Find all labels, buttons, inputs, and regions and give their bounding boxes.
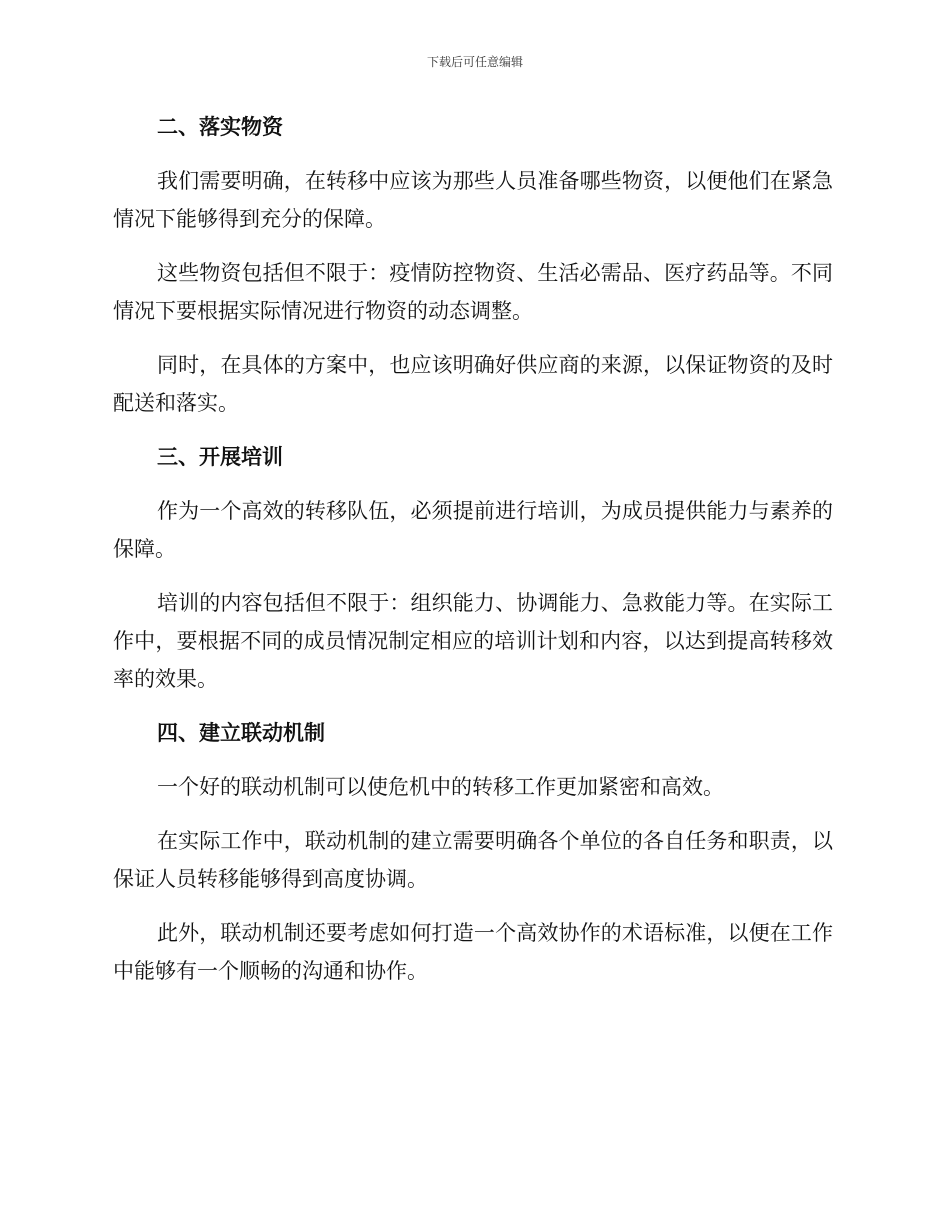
section-heading: 四、建立联动机制 xyxy=(157,720,325,745)
document-body xyxy=(113,108,833,1006)
paragraph: 培训的内容包括但不限于：组织能力、协调能力、急救能力等。在实际工作中，要根据不同的成员情况制定相应的培训计划和内容，以达到提高转移效率的效果。 xyxy=(113,591,833,691)
paragraph: 此外，联动机制还要考虑如何打造一个高效协作的术语标准，以便在工作中能够有一个顺畅的沟通和协作。 xyxy=(113,921,833,983)
paragraph: 这些物资包括但不限于：疫情防控物资、生活必需品、医疗药品等。不同情况下要根据实际情况进行物资的动态调整。 xyxy=(113,261,833,323)
paragraph: 我们需要明确，在转移中应该为那些人员准备哪些物资，以便他们在紧急情况下能够得到充分的保障。 xyxy=(113,169,833,231)
section-heading: 三、开展培训 xyxy=(157,444,283,469)
paragraph: 同时，在具体的方案中，也应该明确好供应商的来源，以保证物资的及时配送和落实。 xyxy=(113,353,833,415)
paragraph: 作为一个高效的转移队伍，必须提前进行培训，为成员提供能力与素养的保障。 xyxy=(113,499,833,561)
page-header: 下载后可任意编辑 xyxy=(426,55,523,69)
paragraph: 在实际工作中，联动机制的建立需要明确各个单位的各自任务和职责，以保证人员转移能够得到高度协调。 xyxy=(113,829,833,891)
section-heading: 二、落实物资 xyxy=(157,114,283,139)
paragraph: 一个好的联动机制可以使危机中的转移工作更加紧密和高效。 xyxy=(157,775,724,799)
